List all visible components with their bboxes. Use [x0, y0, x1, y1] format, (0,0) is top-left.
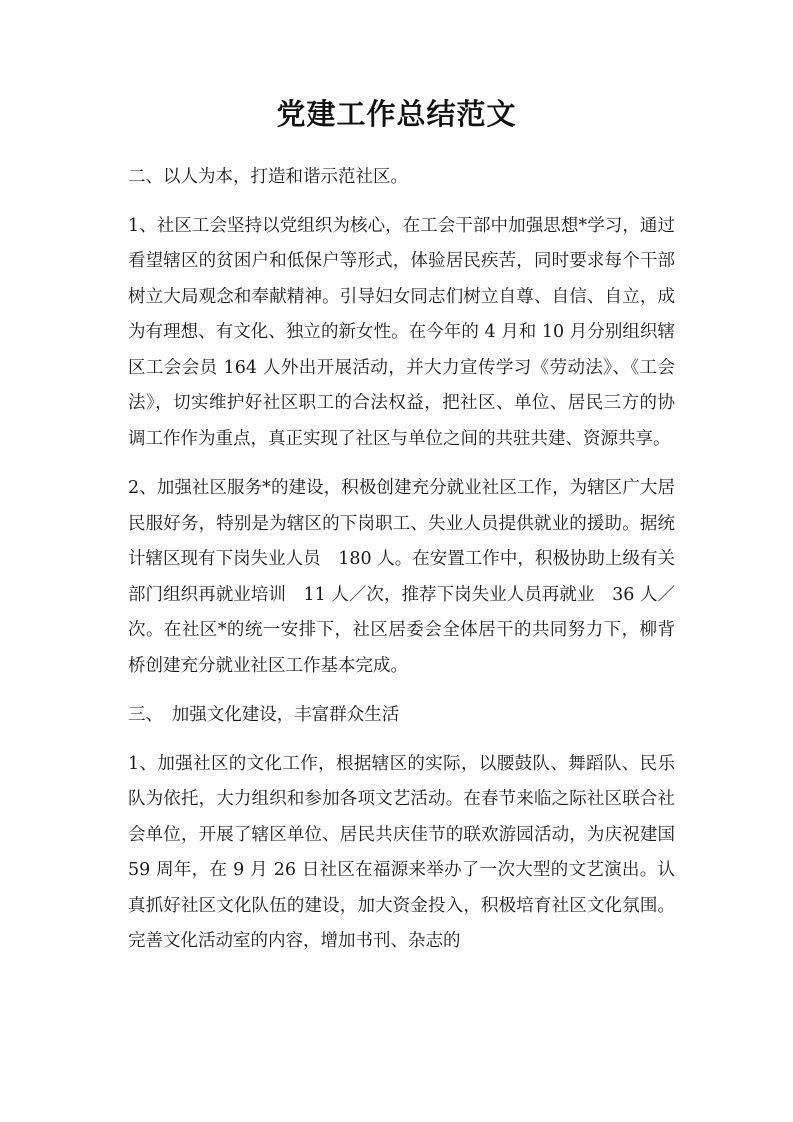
document-title: 党建工作总结范文 — [276, 97, 517, 131]
body-paragraph: 1、加强社区的文化工作，根据辖区的实际，以腰鼓队、舞蹈队、民乐队为依托，大力组织和参加各项文艺活动。在春节来临之际社区联合社会单位，开展了辖区单位、居民共庆佳节的联欢游园活动，为庆祝建国 59 周年，在 9 月 26 日社区在福源来举办了一次大型的文艺演出。认真抓好社区文化队伍的建设，加大资金投入，积极培育社区文化氛围。完善文化活动室的内容，增加书刊、杂志的 — [128, 753, 675, 951]
section-heading: 三、 加强文化建设，丰富群众生活 — [128, 705, 400, 725]
body-paragraph: 2、加强社区服务*的建设，积极创建充分就业社区工作，为辖区广大居民服好务，特别是为辖区的下岗职工、失业人员提供就业的援助。据统计辖区现有下岗失业人员 180 人。在安置工作中，积极协助上级有关部门组织再就业培训 11 人／次，推荐下岗失业人员再就业 36 人／次。在社区*的统一安排下，社区居委会全体居干的共同努力下，柳背桥创建充分就业社区工作基本完成。 — [128, 478, 675, 676]
body-paragraph: 1、社区工会坚持以党组织为核心，在工会干部中加强思想*学习，通过看望辖区的贫困户和低保户等形式，体验居民疾苦，同时要求每个干部树立大局观念和奉献精神。引导妇女同志们树立自尊、自信、自立，成为有理想、有文化、独立的新女性。在今年的 4 月和 10 月分别组织辖区工会会员 164 人外出开展活动，并大力宣传学习《劳动法》、《工会法》，切实维护好社区职工的合法权益，把社区、单位、居民三方的协调工作作为重点，真正实现了社区与单位之间的共驻共建、资源共享。 — [128, 215, 675, 449]
section-heading: 二、以人为本，打造和谐示范社区。 — [128, 167, 408, 187]
document-body — [120, 160, 675, 974]
